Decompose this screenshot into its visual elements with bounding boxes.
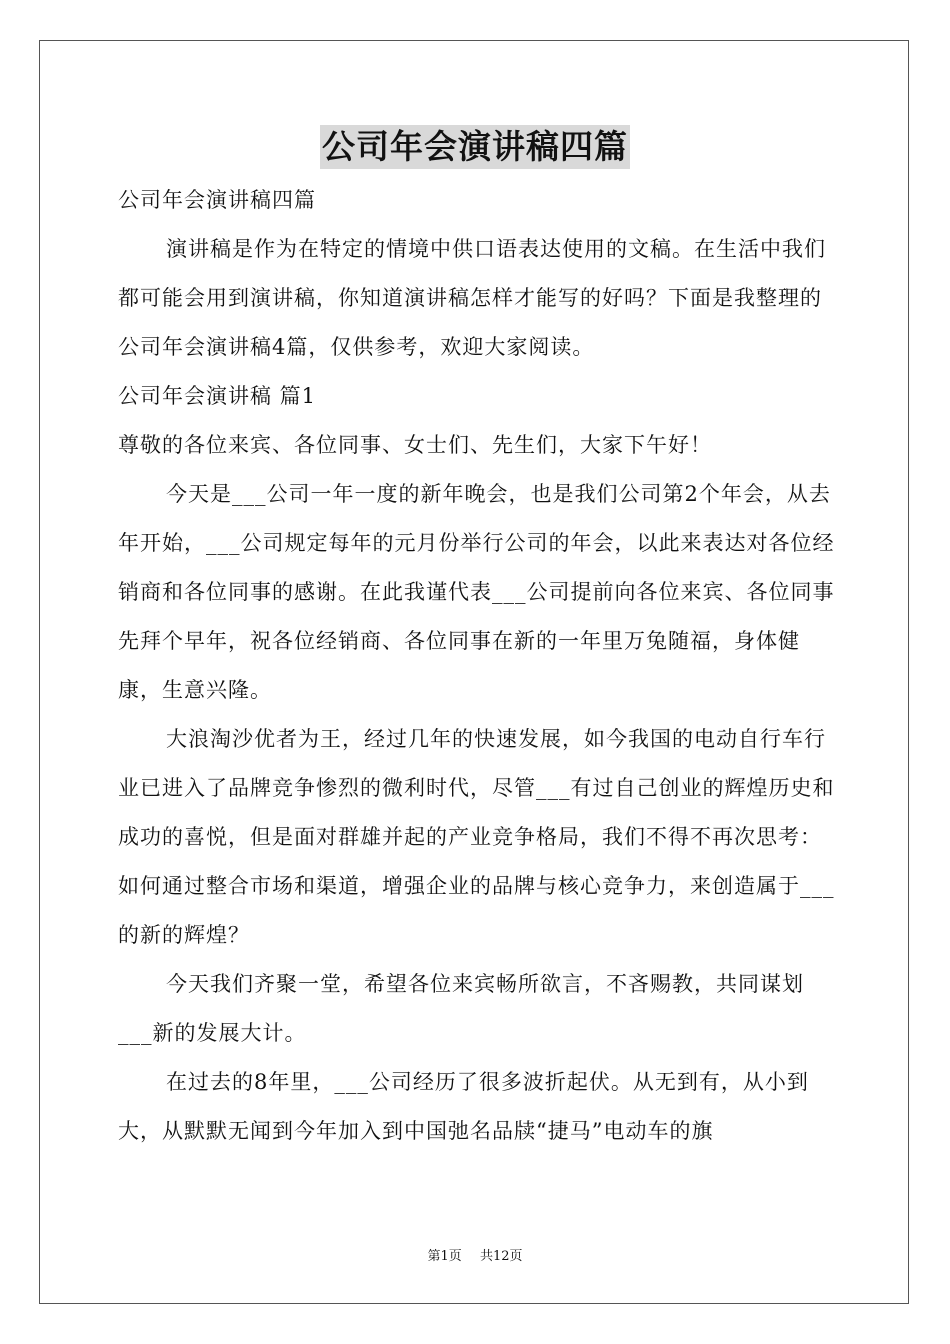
body-subtitle: 公司年会演讲稿四篇 — [118, 188, 316, 212]
intro-paragraph: 演讲稿是作为在特定的情境中供口语表达使用的文稿。在生活中我们都可能会用到演讲稿，你知道演讲稿怎样才能写的好吗？下面是我整理的公司年会演讲稿4篇，仅供参考，欢迎大家阅读。 — [118, 237, 826, 359]
title-container — [0, 125, 950, 169]
document-body — [118, 176, 836, 1156]
body-paragraph: 大浪淘沙优者为王，经过几年的快速发展，如今我国的电动自行车行业已进入了品牌竞争惨烈的微利时代，尽管___有过自己创业的辉煌历史和成功的喜悦，但是面对群雄并起的产业竞争格局，我们不得不再次思考：如何通过整合市场和渠道，增强企业的品牌与核心竞争力，来创造属于___的新的辉煌？ — [118, 727, 835, 947]
body-paragraph: 今天是___公司一年一度的新年晚会，也是我们公司第2个年会，从去年开始，___公司规定每年的元月份举行公司的年会，以此来表达对各位经销商和各位同事的感谢。在此我谨代表___公司提前向各位来宾、各位同事先拜个早年，祝各位经销商、各位同事在新的一年里万兔随福，身体健康，生意兴隆。 — [118, 482, 835, 702]
greeting-paragraph: 尊敬的各位来宾、各位同事、女士们、先生们，大家下午好！ — [118, 433, 712, 457]
page-total: 共12页 — [479, 1249, 523, 1264]
body-paragraph: 在过去的8年里，___公司经历了很多波折起伏。从无到有，从小到大，从默默无闻到今年加入到中国弛名品牍“捷马”电动车的旗 — [118, 1070, 809, 1143]
section-heading: 公司年会演讲稿 篇1 — [118, 384, 317, 408]
page-number: 第1页 — [427, 1249, 462, 1264]
page-footer — [0, 1248, 950, 1266]
document-title: 公司年会演讲稿四篇 — [320, 125, 630, 169]
body-paragraph: 今天我们齐聚一堂，希望各位来宾畅所欲言，不吝赐教，共同谋划___新的发展大计。 — [118, 972, 804, 1045]
